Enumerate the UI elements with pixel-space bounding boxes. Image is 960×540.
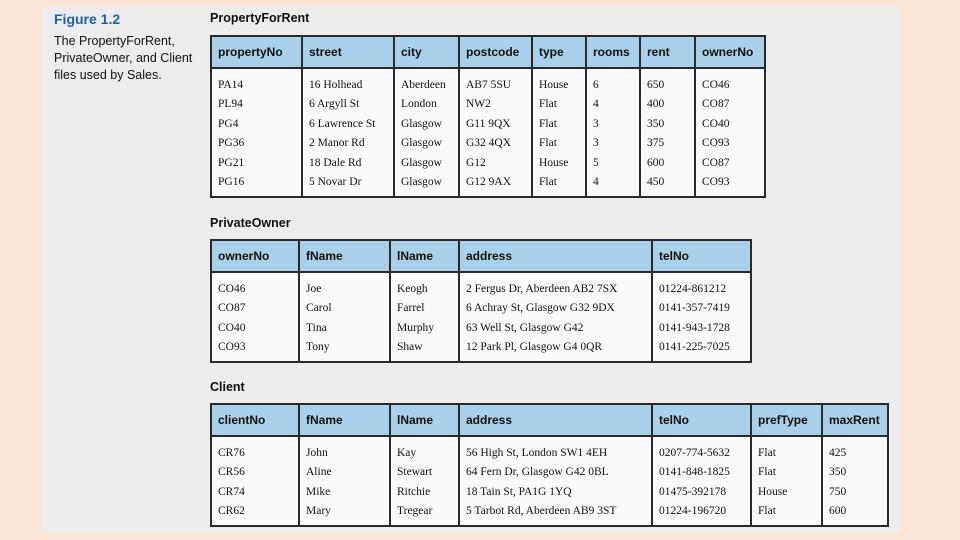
table-cell: House	[532, 153, 586, 173]
column-header: rooms	[586, 36, 640, 68]
table-row	[211, 95, 765, 115]
table-cell: 16 Holhead	[302, 68, 394, 95]
table-cell: House	[532, 68, 586, 95]
table-cell: 0207-774-5632	[652, 436, 751, 463]
table-cell: G12	[459, 153, 532, 173]
column-header: rent	[640, 36, 695, 68]
table-cell: Flat	[751, 436, 822, 463]
table-cell: 3	[586, 134, 640, 154]
table-cell: Glasgow	[394, 114, 459, 134]
table-cell: Mike	[299, 482, 390, 502]
table-cell: 01224-861212	[652, 272, 751, 299]
table-cell: G12 9AX	[459, 173, 532, 198]
table-cell: 6 Achray St, Glasgow G32 9DX	[459, 299, 652, 319]
table-cell: AB7 5SU	[459, 68, 532, 95]
table-cell: PG4	[211, 114, 302, 134]
table-cell: 64 Fern Dr, Glasgow G42 0BL	[459, 463, 652, 483]
table-cell: Flat	[751, 502, 822, 527]
table-cell: Shaw	[390, 338, 459, 363]
table-row	[211, 318, 751, 338]
table-cell: 12 Park Pl, Glasgow G4 0QR	[459, 338, 652, 363]
table-cell: Joe	[299, 272, 390, 299]
table-cell: CR76	[211, 436, 299, 463]
table-cell: PA14	[211, 68, 302, 95]
table-cell: Mary	[299, 502, 390, 527]
table-cell: 650	[640, 68, 695, 95]
table-row	[211, 68, 765, 95]
column-header: propertyNo	[211, 36, 302, 68]
table-cell: London	[394, 95, 459, 115]
table-cell: House	[751, 482, 822, 502]
table-cell: 3	[586, 114, 640, 134]
table-row	[211, 436, 888, 463]
table-cell: 5 Tarbot Rd, Aberdeen AB9 3ST	[459, 502, 652, 527]
table-cell: 4	[586, 173, 640, 198]
table-row	[211, 463, 888, 483]
table-cell: 6 Argyll St	[302, 95, 394, 115]
figure-title: Figure 1.2	[54, 11, 121, 27]
privateowner-table	[210, 239, 752, 363]
column-header: address	[459, 404, 652, 436]
table-cell: Farrel	[390, 299, 459, 319]
column-header: prefType	[751, 404, 822, 436]
table-cell: 01475-392178	[652, 482, 751, 502]
table-cell: CO93	[211, 338, 299, 363]
table-cell: Flat	[532, 114, 586, 134]
table-row	[211, 173, 765, 198]
table-cell: 4	[586, 95, 640, 115]
table-cell: 425	[822, 436, 888, 463]
table-cell: Tregear	[390, 502, 459, 527]
column-header: fName	[299, 240, 390, 272]
table-cell: 350	[640, 114, 695, 134]
table-cell: G32 4QX	[459, 134, 532, 154]
table-cell: 5	[586, 153, 640, 173]
table-cell: CO93	[695, 134, 765, 154]
table-cell: 56 High St, London SW1 4EH	[459, 436, 652, 463]
client-table	[210, 403, 889, 527]
table-cell: Flat	[532, 95, 586, 115]
table-cell: CO40	[211, 318, 299, 338]
table-cell: 63 Well St, Glasgow G42	[459, 318, 652, 338]
table-cell: Stewart	[390, 463, 459, 483]
table-cell: NW2	[459, 95, 532, 115]
table-cell: PG21	[211, 153, 302, 173]
column-header: lName	[390, 240, 459, 272]
table-cell: CO46	[211, 272, 299, 299]
table-cell: Ritchie	[390, 482, 459, 502]
column-header: maxRent	[822, 404, 888, 436]
table-cell: CO87	[695, 95, 765, 115]
table-cell: 450	[640, 173, 695, 198]
table-cell: 0141-357-7419	[652, 299, 751, 319]
table-cell: Keogh	[390, 272, 459, 299]
table-cell: 0141-848-1825	[652, 463, 751, 483]
table-cell: 01224-196720	[652, 502, 751, 527]
table-cell: 5 Novar Dr	[302, 173, 394, 198]
table-cell: G11 9QX	[459, 114, 532, 134]
column-header: lName	[390, 404, 459, 436]
table-cell: 600	[640, 153, 695, 173]
table-cell: CR62	[211, 502, 299, 527]
figure-caption: The PropertyForRent, PrivateOwner, and Client files used by Sales.	[54, 34, 193, 82]
table-cell: PL94	[211, 95, 302, 115]
table-cell: CO87	[211, 299, 299, 319]
column-header: fName	[299, 404, 390, 436]
table-cell: 2 Manor Rd	[302, 134, 394, 154]
column-header: telNo	[652, 240, 751, 272]
column-header: postcode	[459, 36, 532, 68]
table-cell: Carol	[299, 299, 390, 319]
table-cell: 375	[640, 134, 695, 154]
table-cell: CO87	[695, 153, 765, 173]
column-header: ownerNo	[695, 36, 765, 68]
table-title-propertyforrent: PropertyForRent	[210, 11, 310, 25]
table-cell: 0141-225-7025	[652, 338, 751, 363]
table-header-row	[211, 36, 765, 68]
table-row	[211, 299, 751, 319]
table-cell: Flat	[532, 173, 586, 198]
column-header: type	[532, 36, 586, 68]
table-header-row	[211, 404, 888, 436]
column-header: clientNo	[211, 404, 299, 436]
table-cell: CO46	[695, 68, 765, 95]
table-cell: 18 Tain St, PA1G 1YQ	[459, 482, 652, 502]
table-title-privateowner: PrivateOwner	[210, 216, 291, 230]
table-cell: Murphy	[390, 318, 459, 338]
table-cell: PG36	[211, 134, 302, 154]
column-header: telNo	[652, 404, 751, 436]
table-cell: Glasgow	[394, 134, 459, 154]
table-cell: 750	[822, 482, 888, 502]
table-cell: CO40	[695, 114, 765, 134]
table-cell: Glasgow	[394, 173, 459, 198]
table-cell: 600	[822, 502, 888, 527]
table-row	[211, 114, 765, 134]
table-cell: 18 Dale Rd	[302, 153, 394, 173]
table-cell: 0141-943-1728	[652, 318, 751, 338]
table-header-row	[211, 240, 751, 272]
table-row	[211, 134, 765, 154]
table-cell: Tina	[299, 318, 390, 338]
table-row	[211, 153, 765, 173]
table-cell: 6	[586, 68, 640, 95]
table-cell: Aberdeen	[394, 68, 459, 95]
table-cell: 350	[822, 463, 888, 483]
table-cell: Glasgow	[394, 153, 459, 173]
table-cell: Kay	[390, 436, 459, 463]
table-cell: CR74	[211, 482, 299, 502]
table-cell: PG16	[211, 173, 302, 198]
table-cell: Tony	[299, 338, 390, 363]
table-cell: CR56	[211, 463, 299, 483]
table-cell: Aline	[299, 463, 390, 483]
column-header: city	[394, 36, 459, 68]
table-cell: John	[299, 436, 390, 463]
table-cell: CO93	[695, 173, 765, 198]
table-row	[211, 482, 888, 502]
table-cell: 6 Lawrence St	[302, 114, 394, 134]
column-header: street	[302, 36, 394, 68]
table-title-client: Client	[210, 380, 245, 394]
table-row	[211, 502, 888, 527]
table-cell: Flat	[532, 134, 586, 154]
table-cell: Flat	[751, 463, 822, 483]
column-header: address	[459, 240, 652, 272]
column-header: ownerNo	[211, 240, 299, 272]
table-row	[211, 272, 751, 299]
table-cell: 2 Fergus Dr, Aberdeen AB2 7SX	[459, 272, 652, 299]
table-cell: 400	[640, 95, 695, 115]
propertyforrent-table	[210, 35, 766, 198]
table-row	[211, 338, 751, 363]
